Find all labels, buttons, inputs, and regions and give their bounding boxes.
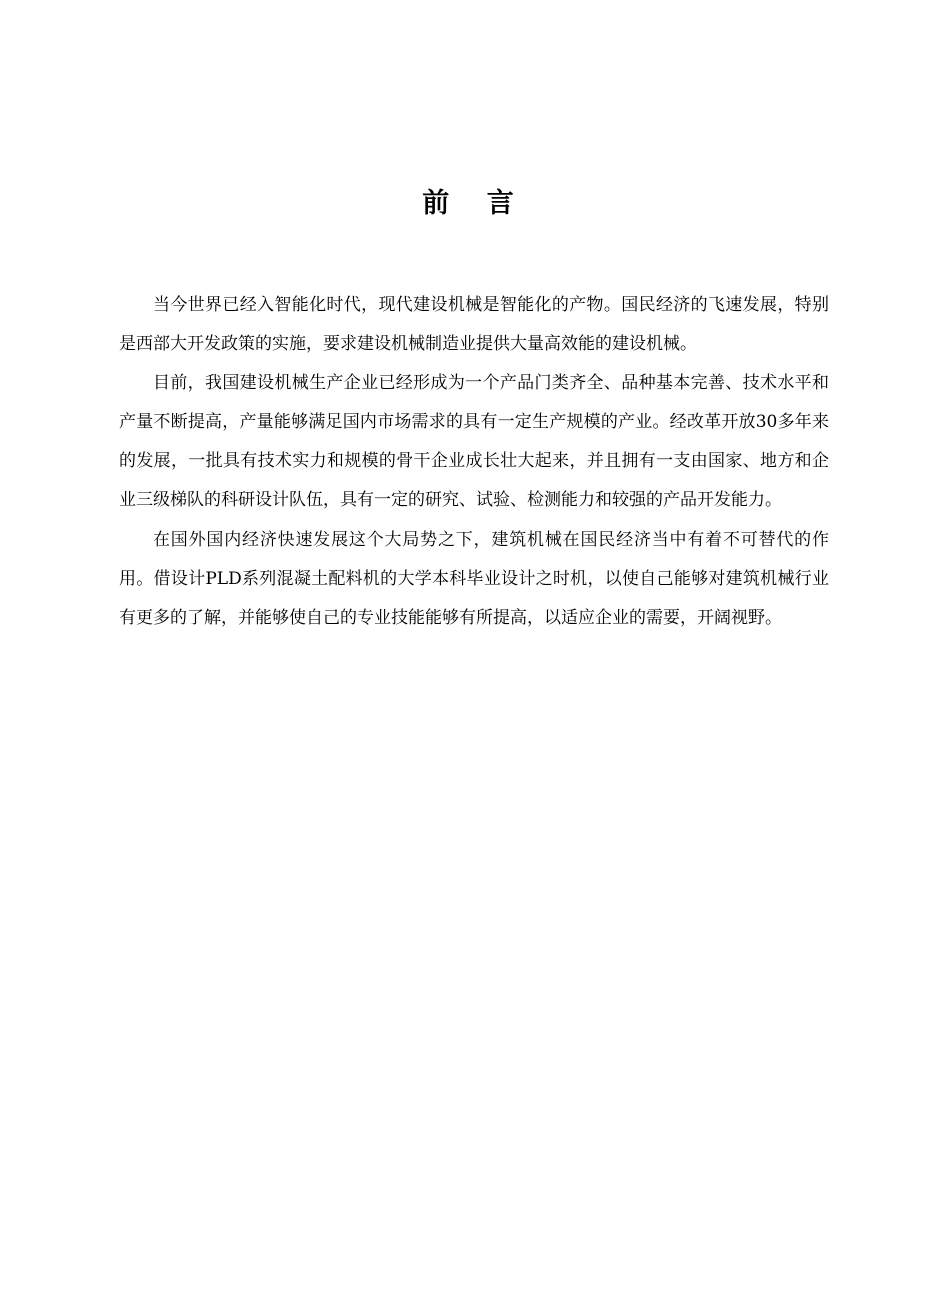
document-body [119, 286, 829, 638]
paragraph-design-purpose: 在国外国内经济快速发展这个大局势之下，建筑机械在国民经济当中有着不可替代的作用。借设计PLD系列混凝土配料机的大学本科毕业设计之时机，以使自己能够对建筑机械行业有更多的了解，并能够使自己的专业技能能够有所提高，以适应企业的需要，开阔视野。 [119, 529, 829, 628]
paragraph-intro: 当今世界已经入智能化时代，现代建设机械是智能化的产物。国民经济的飞速发展，特别是西部大开发政策的实施，要求建设机械制造业提供大量高效能的建设机械。 [119, 295, 829, 355]
page-title: 前 言 [422, 188, 528, 219]
paragraph-industry-status: 目前，我国建设机械生产企业已经形成为一个产品门类齐全、品种基本完善、技术水平和产量不断提高，产量能够满足国内市场需求的具有一定生产规模的产业。经改革开放30多年来的发展，一批具有技术实力和规模的骨干企业成长壮大起来，并且拥有一支由国家、地方和企业三级梯队的科研设计队伍，具有一定的研究、试验、检测能力和较强的产品开发能力。 [119, 373, 829, 511]
